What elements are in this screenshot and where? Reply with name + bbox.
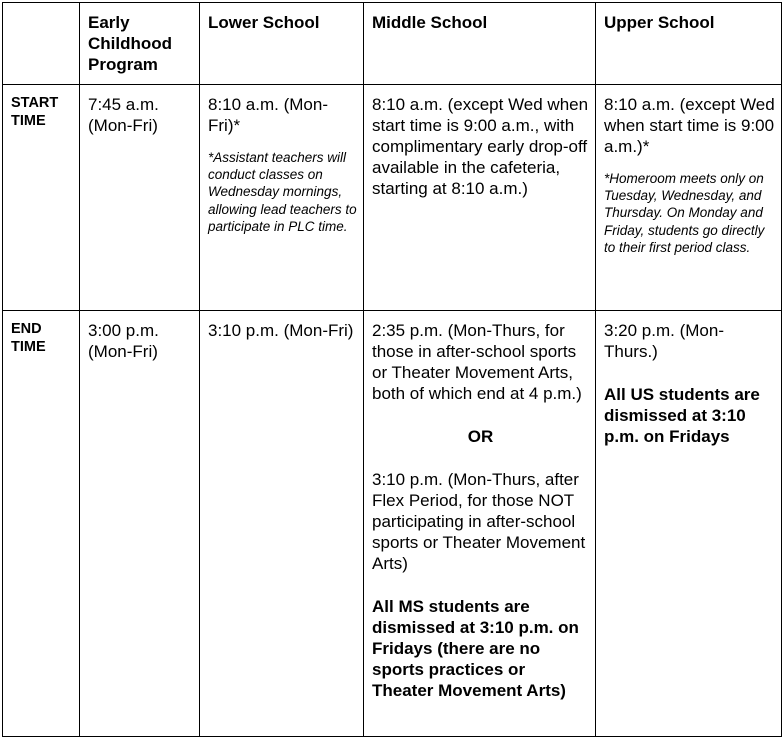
end-lower-school-text: 3:10 p.m. (Mon-Fri) <box>208 321 354 340</box>
start-time-label: START TIME <box>3 85 80 311</box>
end-upper-school-cell <box>596 311 782 737</box>
end-time-row <box>3 311 782 737</box>
start-upper-school-cell <box>596 85 782 311</box>
end-middle-school-part1: 2:35 p.m. (Mon-Thurs, for those in after-school sports or Theater Movement Arts, both of which end at 4 p.m.) <box>372 321 582 403</box>
start-middle-school-text: 8:10 a.m. (except Wed when start time is 9:00 a.m., with complimentary early drop-off available in the cafeteria, starting at 8:10 a.m.) <box>372 95 589 198</box>
lower-school-footnote: *Assistant teachers will conduct classes on Wednesday mornings, allowing lead teachers to participate in PLC time. <box>208 150 357 234</box>
end-early-childhood-cell <box>80 311 200 737</box>
corner-cell <box>3 3 80 85</box>
end-middle-school-part2: 3:10 p.m. (Mon-Thurs, after Flex Period, for those NOT participating in after-school sports or Theater Movement Arts) <box>372 470 586 573</box>
end-upper-school-text: 3:20 p.m. (Mon-Thurs.) <box>604 321 724 361</box>
schedule-table <box>2 2 782 737</box>
middle-school-friday-note: All MS students are dismissed at 3:10 p.m. on Fridays (there are no sports practices or Theater Movement Arts) <box>372 597 579 700</box>
header-middle-school: Middle School <box>364 3 596 85</box>
end-early-childhood-text: 3:00 p.m. (Mon-Fri) <box>88 321 159 361</box>
header-upper-school: Upper School <box>596 3 782 85</box>
start-middle-school-cell <box>364 85 596 311</box>
start-early-childhood-text: 7:45 a.m. (Mon-Fri) <box>88 95 159 135</box>
upper-school-friday-note: All US students are dismissed at 3:10 p.m. on Fridays <box>604 385 760 446</box>
header-lower-school: Lower School <box>200 3 364 85</box>
middle-school-or: OR <box>467 427 494 446</box>
start-early-childhood-cell <box>80 85 200 311</box>
start-time-row <box>3 85 782 311</box>
start-lower-school-text: 8:10 a.m. (Mon-Fri)* <box>208 95 328 135</box>
start-lower-school-cell <box>200 85 364 311</box>
end-time-label: END TIME <box>3 311 80 737</box>
header-early-childhood: Early Childhood Program <box>80 3 200 85</box>
end-lower-school-cell <box>200 311 364 737</box>
upper-school-footnote: *Homeroom meets only on Tuesday, Wednesday, and Thursday. On Monday and Friday, students go directly to their first period class. <box>604 171 765 255</box>
start-upper-school-text: 8:10 a.m. (except Wed when start time is 9:00 a.m.)* <box>604 95 775 156</box>
header-row <box>3 3 782 85</box>
end-middle-school-cell <box>364 311 596 737</box>
